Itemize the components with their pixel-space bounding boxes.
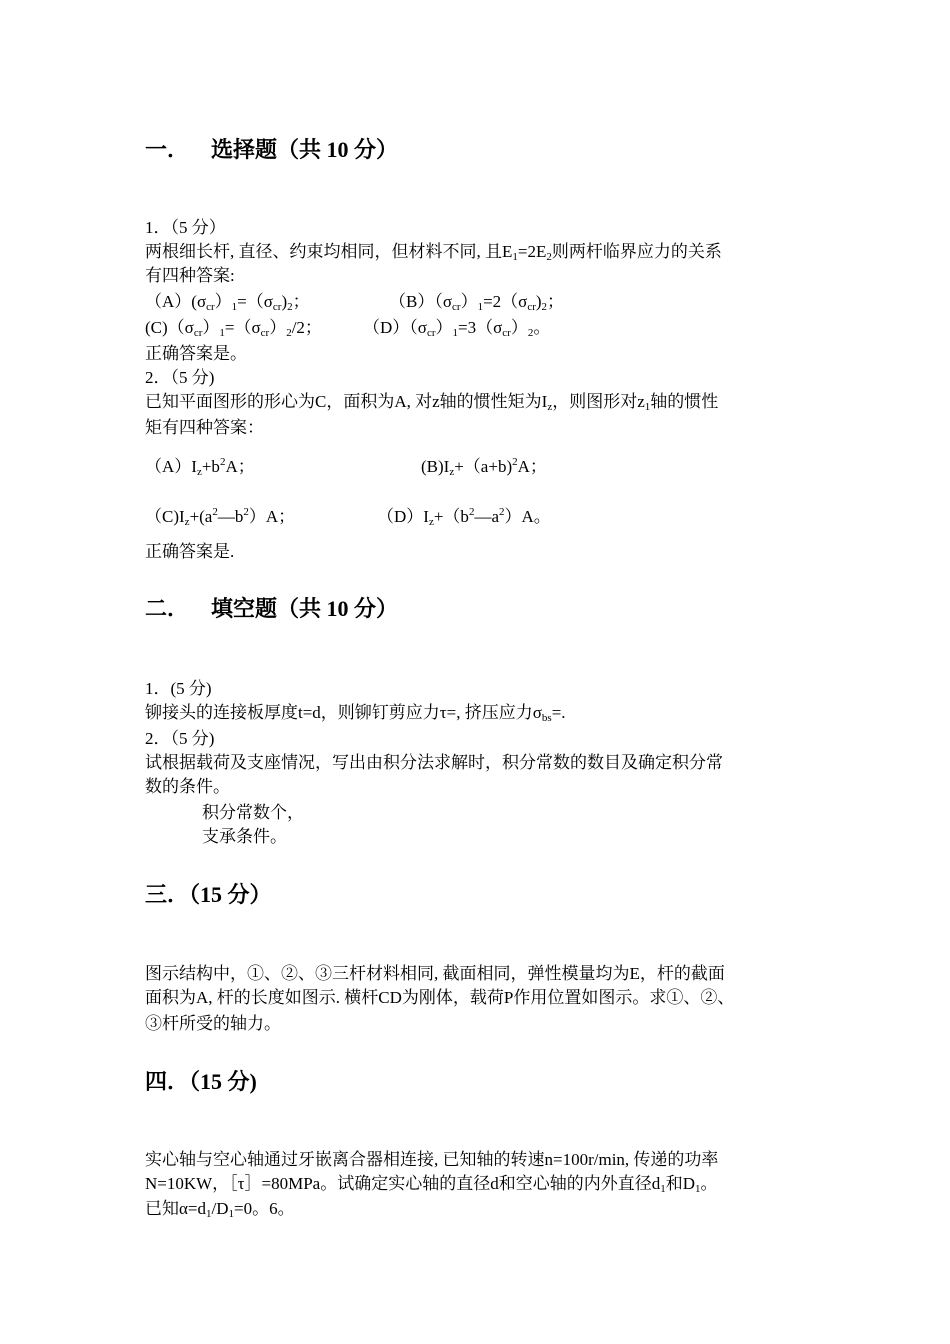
option-c: $(C)(\sigma_{cr})_1=(\sigma_{cr})_2/2$；	[145, 318, 322, 339]
section-title: 填空题（共 10 分）	[211, 596, 399, 621]
problem-4-line2: N=10KW，［τ］=80MPa。试确定实心轴的直径d和空心轴的内外直径$d_1$和$D_1$。	[145, 1174, 718, 1195]
fill-2-line3: 积分常数个，	[202, 803, 304, 822]
problem-4-line1: 实心轴与空心轴通过牙嵌离合器相连接, 已知轴的转速n=100r/min, 传递的功率	[145, 1150, 719, 1169]
question-2-text: 已知平面图形的形心为C，面积为A, 对z轴的惯性矩为$I_z$，则图形对$z_1$轴的惯性	[145, 392, 719, 413]
question-2-line2: 矩有四种答案：	[145, 418, 264, 437]
fill-1-text: 铆接头的连接板厚度t=d，则铆钉剪应力τ=, 挤压应力$\sigma_{bs}=$.	[145, 703, 566, 724]
option-b: $(B)(\sigma_{cr})_1=2(\sigma_{cr})_2$；	[389, 292, 565, 313]
question-2-head: 2．（5 分)	[145, 368, 215, 387]
section-2-heading	[145, 594, 398, 624]
fill-2-line4: 支承条件。	[202, 827, 287, 846]
option-c: $(C)I_z+(a^2—b^2)A$；	[145, 506, 296, 528]
fill-1-head: 1．(5 分)	[145, 679, 212, 698]
section-number: 三．	[145, 882, 190, 907]
option-b: $(B)I_z+(a+b)^2A$；	[421, 456, 547, 478]
question-1-text: 两根细长杆, 直径、约束均相同，但材料不同, 且$E_1=2E_2$则两杆临界应力的关系	[145, 242, 722, 263]
section-number: 一．	[145, 137, 190, 162]
question-2-options-row1	[145, 455, 547, 479]
question-1-options-row2	[145, 316, 551, 340]
problem-3-line3: ③杆所受的轴力。	[145, 1014, 281, 1033]
question-2-options-row2	[145, 505, 551, 529]
section-3-heading	[145, 880, 272, 910]
question-1-line2: 有四种答案:	[145, 266, 235, 285]
option-a: $(A)I_z+b^2A$；	[145, 456, 255, 478]
problem-4-line3: 已知$\alpha=d_1/D_1=0$。6。	[145, 1199, 295, 1220]
problem-3-line2: 面积为A, 杆的长度如图示. 横杆CD为刚体，载荷P作用位置如图示。求①、②、	[145, 988, 735, 1007]
problem-3-line1: 图示结构中，①、②、③三杆材料相同, 截面相同，弹性模量均为E，杆的截面	[145, 964, 725, 983]
question-2-answer: 正确答案是.	[145, 542, 235, 561]
option-a: $(A)(\sigma_{cr})_1=(\sigma_{cr})_2$；	[145, 292, 310, 313]
section-title: 选择题（共 10 分）	[211, 137, 399, 162]
section-4-heading	[145, 1067, 257, 1097]
fill-2-line1: 试根据载荷及支座情况，写出由积分法求解时，积分常数的数目及确定积分常	[145, 753, 723, 772]
fill-2-line2: 数的条件。	[145, 777, 230, 796]
section-title: （15 分）	[189, 882, 272, 907]
question-1-head: 1．（5 分）	[145, 218, 226, 237]
question-1-answer: 正确答案是。	[145, 344, 247, 363]
option-d: $(D)(\sigma_{cr})_1=3(\sigma_{cr})_2$。	[363, 318, 551, 339]
section-number: 四．	[145, 1069, 190, 1094]
question-1-options-row1	[145, 290, 565, 314]
fill-2-head: 2．（5 分)	[145, 729, 215, 748]
section-1-heading	[145, 135, 398, 165]
section-title: （15 分)	[189, 1069, 257, 1094]
option-d: $(D)I_z+(b^2—a^2)A$。	[377, 506, 551, 528]
section-number: 二．	[145, 596, 190, 621]
